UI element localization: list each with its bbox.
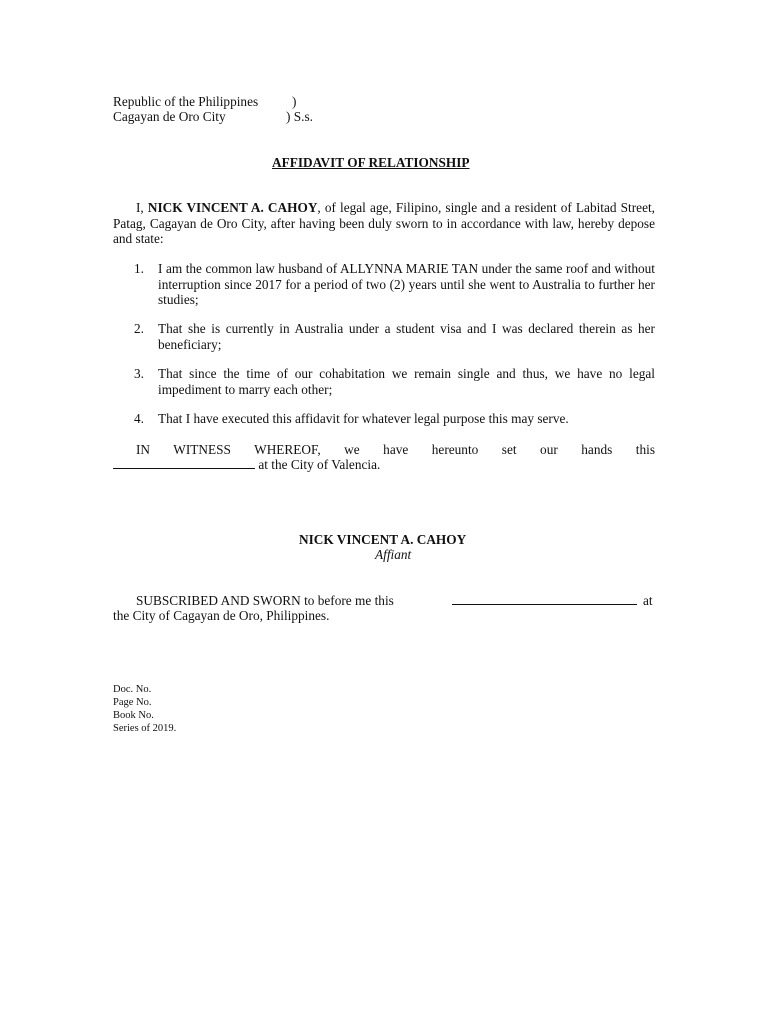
statement-2-text: That she is currently in Australia under a student visa and I was declared therein as her beneficiary; (158, 321, 655, 352)
statement-1-text: I am the common law husband of ALLYNNA MARIE TAN under the same roof and without interruption since 2017 for a period of two (2) years until she went to Australia to further her studies; (158, 261, 655, 307)
statement-2-number: 2. (134, 321, 144, 336)
venue-country-text: Republic of the Philippines (113, 94, 259, 109)
document-title: AFFIDAVIT OF RELATIONSHIP (272, 155, 470, 170)
jurat-date-line (452, 593, 637, 605)
witness-clause-line2 (113, 457, 380, 472)
notarial-page-no: Page No. (113, 697, 152, 708)
jurat-blank (452, 593, 637, 608)
signatory-role: Affiant (375, 547, 412, 562)
venue-paren-2: ) S.s. (286, 109, 313, 124)
statement-3-text: That since the time of our cohabitation we remain single and thus, we have no legal impediment to marry each other; (158, 366, 655, 397)
witness-clause: IN WITNESS WHEREOF, we have hereunto set our hands this (136, 442, 655, 457)
venue-country (113, 94, 258, 109)
venue-paren-1: ) (292, 94, 297, 109)
statement-1-number: 1. (134, 261, 144, 276)
witness-tail: at the City of Valencia. (255, 457, 381, 472)
date-blank-line (113, 457, 255, 469)
notarial-book-no: Book No. (113, 710, 154, 721)
notarial-doc-no: Doc. No. (113, 684, 152, 695)
intro-prefix: I, (136, 200, 148, 215)
jurat-at: at (643, 593, 653, 608)
statement-4-number: 4. (134, 411, 144, 426)
intro-paragraph (113, 200, 655, 247)
intro-affiant-name: NICK VINCENT A. CAHOY (147, 200, 318, 215)
venue-city: Cagayan de Oro City (113, 109, 226, 124)
jurat-text: SUBSCRIBED AND SWORN to before me this (136, 593, 394, 608)
intro-text: , of legal age, Filipino, single and a resident of Labitad Street, Patag, Cagayan de Oro City, after having been duly sworn to in accordance with law, hereby depose and state: (113, 200, 655, 246)
signatory-name: NICK VINCENT A. CAHOY (299, 532, 467, 547)
notarial-series: Series of 2019. (113, 723, 177, 734)
statement-4-text: That I have executed this affidavit for whatever legal purpose this may serve. (158, 411, 569, 426)
jurat-line2: the City of Cagayan de Oro, Philippines. (113, 608, 330, 623)
statement-3-number: 3. (134, 366, 144, 381)
